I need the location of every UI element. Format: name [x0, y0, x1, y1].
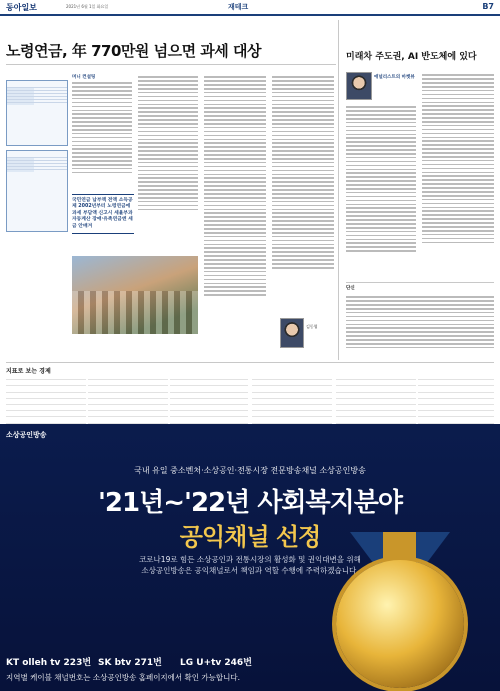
ad-footer-note: 지역별 케이블 채널번호는 소상공인방송 홈페이지에서 확인 가능합니다.	[6, 673, 241, 682]
newspaper-logo: 동아일보	[6, 3, 37, 12]
article-photo	[72, 256, 198, 334]
tax-table	[7, 157, 67, 172]
article-column-2	[138, 74, 198, 254]
brief-news	[346, 294, 494, 360]
ad-body-line-2: 소상공인방송은 공익채널로서 책임과 역할 수행에 주력하겠습니다.	[141, 565, 359, 575]
section-title: 재테크	[228, 3, 249, 11]
channel-kt: KT olleh tv 223번	[6, 658, 92, 668]
right-headline: 미래차 주도권, AI 반도체에 있다	[346, 52, 477, 62]
ad-highlight: 공익채널 선정	[179, 523, 321, 551]
analyst-column-2	[422, 72, 494, 280]
analyst-column-title: 애널리스트의 마켓뷰	[374, 75, 415, 80]
ad-tagline: 국내 유일 중소벤처·소상공인·전통시장 전문방송채널 소상공인방송	[134, 466, 366, 475]
article-column-4	[272, 74, 334, 312]
analyst-photo	[346, 72, 372, 100]
ad-body-line-1: 코로나19로 힘든 소상공인과 전통시장의 활성화 및 권익대변을 위해	[139, 555, 361, 564]
market-table-1	[6, 374, 86, 424]
columnist-byline: 김동엽	[306, 324, 318, 329]
market-table-5	[336, 374, 416, 424]
info-table	[7, 87, 67, 105]
analyst-column-1	[346, 104, 416, 280]
divider	[6, 64, 336, 65]
page-number: B7	[482, 2, 494, 11]
ad-headline: '21년~'22년 사회복지분야	[97, 488, 403, 518]
advertisement[interactable]	[0, 424, 500, 691]
market-table-6	[418, 374, 494, 424]
channel-sk: SK btv 271번	[98, 658, 162, 668]
info-box	[6, 80, 68, 146]
issue-date: 2021년 6월 1일 화요일	[66, 4, 109, 9]
market-table-3	[170, 374, 248, 424]
market-section-title: 지표로 보는 경제	[6, 368, 51, 375]
article-column-3	[204, 74, 266, 334]
main-headline: 노령연금, 年 770만원 넘으면 과세 대상	[6, 42, 261, 60]
channel-lg: LG U+tv 246번	[180, 658, 252, 668]
tax-box	[6, 150, 68, 232]
brief-section-title: 단신	[346, 286, 355, 291]
pull-quote: 국민연금 납부액 전액 소득공제 2002년부터 노령연금에 과세 부담액 신고시 세율부과 자동계산 장애·유족연금엔 세금 안매겨	[72, 194, 134, 234]
column-kicker: 머니 컨설팅	[72, 75, 96, 80]
columnist-photo	[280, 318, 304, 348]
divider	[346, 282, 494, 283]
market-table-4	[252, 374, 332, 424]
market-table-2	[88, 374, 168, 424]
ad-brand-logo: 소상공인방송	[6, 431, 47, 439]
divider	[6, 362, 494, 363]
article-column-1	[72, 74, 132, 192]
masthead	[0, 0, 500, 16]
column-divider	[338, 20, 339, 360]
